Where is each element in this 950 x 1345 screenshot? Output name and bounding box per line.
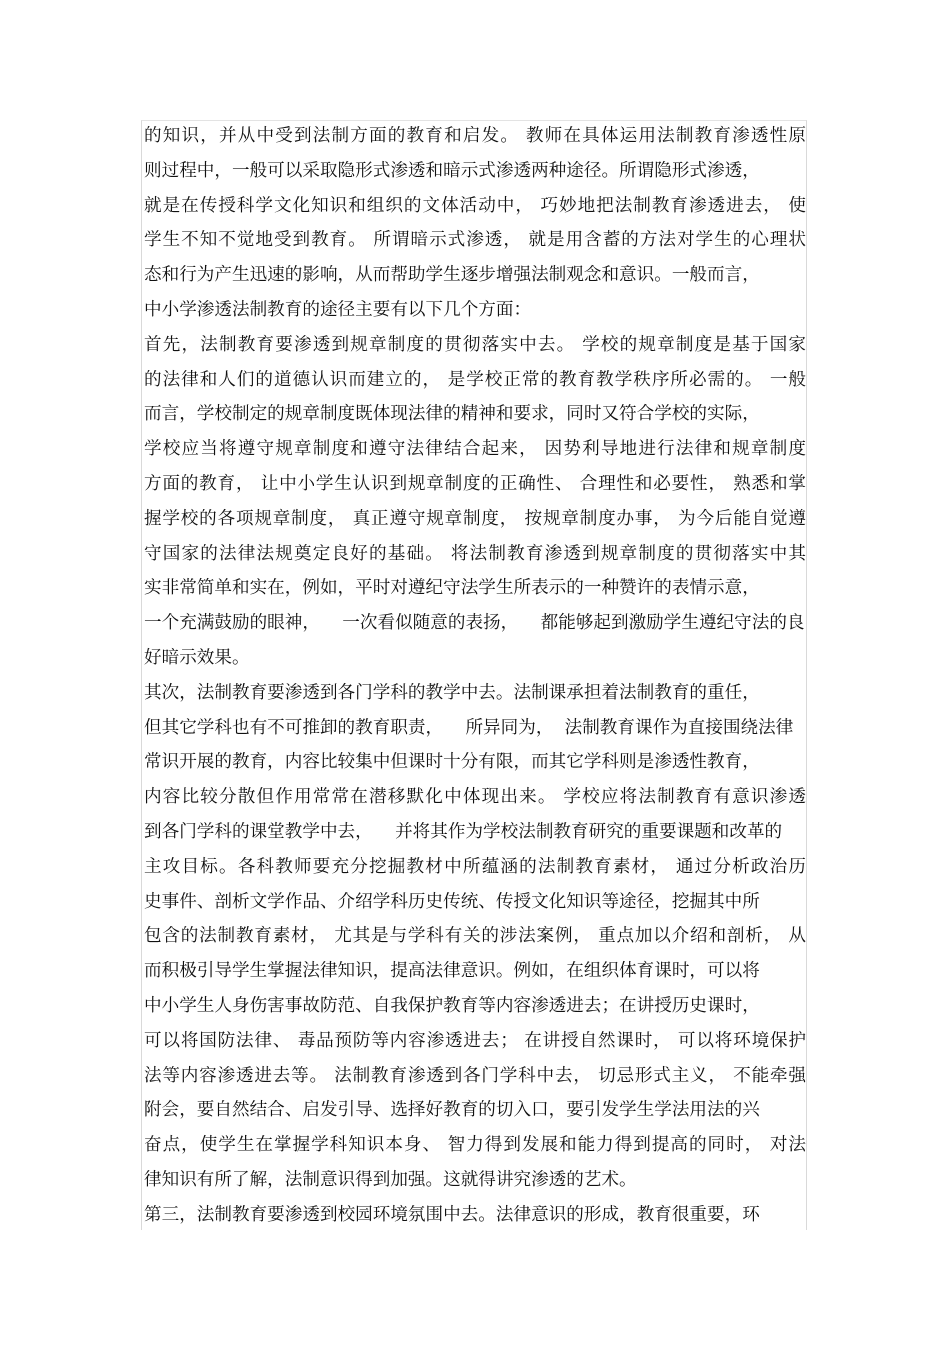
text-line: 法等内容渗透进去等。 法制教育渗透到各门学科中去， 切忌形式主义， 不能牵强 bbox=[144, 1065, 806, 1086]
text-line: 学校应当将遵守规章制度和遵守法律结合起来， 因势利导地进行法律和规章制度 bbox=[144, 439, 806, 460]
text-line: 而言，学校制定的规章制度既体现法律的精神和要求，同时又符合学校的实际， bbox=[144, 404, 760, 425]
text-line: 而积极引导学生掌握法律知识，提高法律意识。例如，在组织体育课时，可以将 bbox=[144, 961, 760, 982]
text-line: 首先，法制教育要渗透到规章制度的贯彻落实中去。 学校的规章制度是基于国家 bbox=[144, 334, 806, 355]
text-line: 史事件、剖析文学作品、介绍学科历史传统、传授文化知识等途径，挖掘其中所 bbox=[144, 891, 760, 912]
text-line: 包含的法制教育素材， 尤其是与学科有关的涉法案例， 重点加以介绍和剖析， 从 bbox=[144, 926, 806, 947]
text-line: 则过程中，一般可以采取隐形式渗透和暗示式渗透两种途径。所谓隐形式渗透， bbox=[144, 160, 760, 181]
text-line: 握学校的各项规章制度， 真正遵守规章制度， 按规章制度办事， 为今后能自觉遵 bbox=[144, 508, 806, 529]
text-line: 态和行为产生迅速的影响，从而帮助学生逐步增强法制观念和意识。一般而言， bbox=[144, 265, 760, 286]
text-line: 方面的教育， 让中小学生认识到规章制度的正确性、 合理性和必要性， 熟悉和掌 bbox=[144, 473, 806, 494]
text-line: 好暗示效果。 bbox=[144, 647, 250, 668]
text-line: 主攻目标。各科教师要充分挖掘教材中所蕴涵的法制教育素材， 通过分析政治历 bbox=[144, 856, 806, 877]
text-line: 内容比较分散但作用常常在潜移默化中体现出来。 学校应将法制教育有意识渗透 bbox=[144, 787, 806, 808]
text-line: 常识开展的教育，内容比较集中但课时十分有限，而其它学科则是渗透性教育， bbox=[144, 752, 760, 773]
text-line: 律知识有所了解，法制意识得到加强。这就得讲究渗透的艺术。 bbox=[144, 1169, 637, 1190]
text-line: 中小学渗透法制教育的途径主要有以下几个方面： bbox=[144, 299, 532, 320]
text-line: 到各门学科的课堂教学中去， 并将其作为学校法制教育研究的重要课题和改革的 bbox=[144, 821, 783, 842]
text-line: 其次，法制教育要渗透到各门学科的教学中去。法制课承担着法制教育的重任， bbox=[144, 682, 760, 703]
text-line: 但其它学科也有不可推卸的教育职责， 所异同为， 法制教育课作为直接围绕法律 bbox=[144, 717, 794, 738]
text-line: 可以将国防法律、 毒品预防等内容渗透进去； 在讲授自然课时， 可以将环境保护 bbox=[144, 1030, 806, 1051]
text-line: 中小学生人身伤害事故防范、自我保护教育等内容渗透进去；在讲授历史课时， bbox=[144, 995, 760, 1016]
text-line: 学生不知不觉地受到教育。 所谓暗示式渗透， 就是用含蓄的方法对学生的心理状 bbox=[144, 230, 806, 251]
document-body bbox=[144, 119, 806, 1233]
text-line: 实非常简单和实在，例如，平时对遵纪守法学生所表示的一种赞许的表情示意， bbox=[144, 578, 760, 599]
text-line: 就是在传授科学文化知识和组织的文体活动中， 巧妙地把法制教育渗透进去， 使 bbox=[144, 195, 806, 216]
text-line: 附会，要自然结合、启发引导、选择好教育的切入口，要引发学生学法用法的兴 bbox=[144, 1100, 760, 1121]
text-line: 奋点，使学生在掌握学科知识本身、 智力得到发展和能力得到提高的同时， 对法 bbox=[144, 1135, 806, 1156]
text-line: 的法律和人们的道德认识而建立的， 是学校正常的教育教学秩序所必需的。 一般 bbox=[144, 369, 806, 390]
text-line: 的知识，并从中受到法制方面的教育和启发。 教师在具体运用法制教育渗透性原 bbox=[144, 126, 806, 146]
text-line: 守国家的法律法规奠定良好的基础。 将法制教育渗透到规章制度的贯彻落实中其 bbox=[144, 543, 806, 564]
text-line: 第三，法制教育要渗透到校园环境氛围中去。法律意识的形成，教育很重要，环 bbox=[144, 1204, 760, 1225]
text-line: 一个充满鼓励的眼神， 一次看似随意的表扬， 都能够起到激励学生遵纪守法的良 bbox=[144, 613, 805, 634]
